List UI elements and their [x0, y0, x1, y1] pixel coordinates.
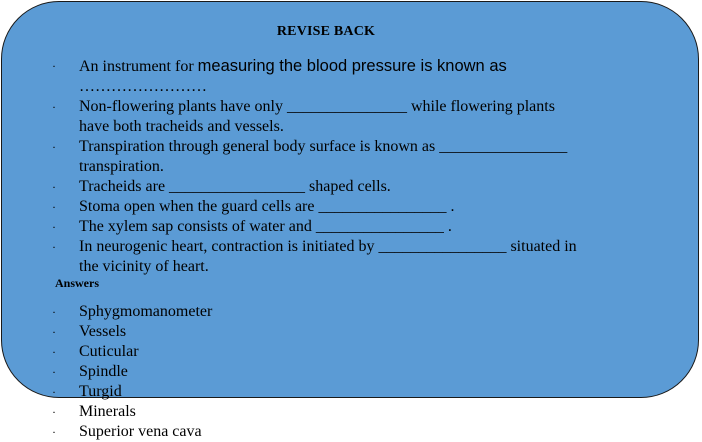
answer-text: Cuticular [79, 343, 139, 360]
bullet-icon: · [52, 220, 56, 234]
question-item-2 [0, 97, 690, 137]
bullet-icon: · [52, 325, 56, 339]
bullet-icon: · [52, 59, 56, 73]
answers-heading: Answers [55, 276, 99, 290]
bullet-icon: · [52, 385, 56, 399]
answer-item [0, 422, 400, 442]
bullet-icon: · [52, 425, 56, 439]
answer-item [0, 362, 400, 382]
question-item-6 [0, 217, 690, 237]
answer-item [0, 342, 400, 362]
bullet-icon: · [52, 100, 56, 114]
question-text: Stoma open when the guard cells are ________________ . [79, 198, 455, 215]
question-list [0, 56, 690, 277]
answer-list [0, 302, 400, 442]
answer-text: Superior vena cava [79, 423, 202, 440]
answer-item [0, 322, 400, 342]
answer-text: Spindle [79, 363, 128, 380]
question-item-3 [0, 137, 690, 177]
question-text-cont: have both tracheids and vessels. [79, 118, 284, 135]
bullet-icon: · [52, 305, 56, 319]
bullet-icon: · [52, 345, 56, 359]
question-item-5 [0, 197, 690, 217]
question-text: Transpiration through general body surface is known as ________________ [79, 138, 568, 155]
page-title: REVISE BACK [276, 24, 376, 39]
bullet-icon: · [52, 200, 56, 214]
question-text: An instrument for [79, 58, 198, 75]
bullet-icon: · [52, 240, 56, 254]
question-text-sans: measuring the blood pressure is known as [197, 57, 507, 75]
question-item-7 [0, 237, 690, 277]
question-text-cont: transpiration. [79, 158, 164, 175]
answer-text: Vessels [79, 323, 127, 340]
answer-text: Minerals [79, 403, 136, 420]
question-text-cont: the vicinity of heart. [79, 258, 209, 275]
bullet-icon: · [52, 365, 56, 379]
answer-text: Turgid [79, 383, 122, 400]
question-blank: …………………… [79, 78, 207, 95]
answer-item [0, 302, 400, 322]
question-text: In neurogenic heart, contraction is initiated by ________________ situated in [79, 238, 577, 255]
question-text: Tracheids are _________________ shaped cells. [79, 178, 391, 195]
question-item-4 [0, 177, 690, 197]
answer-item [0, 402, 400, 422]
question-item-1 [0, 56, 690, 97]
question-text: Non-flowering plants have only _______________ while flowering plants [79, 98, 555, 115]
answer-text: Sphygmomanometer [79, 303, 213, 320]
answer-item [0, 382, 400, 402]
bullet-icon: · [52, 140, 56, 154]
bullet-icon: · [52, 180, 56, 194]
question-text: The xylem sap consists of water and ________________ . [79, 218, 452, 235]
bullet-icon: · [52, 405, 56, 419]
